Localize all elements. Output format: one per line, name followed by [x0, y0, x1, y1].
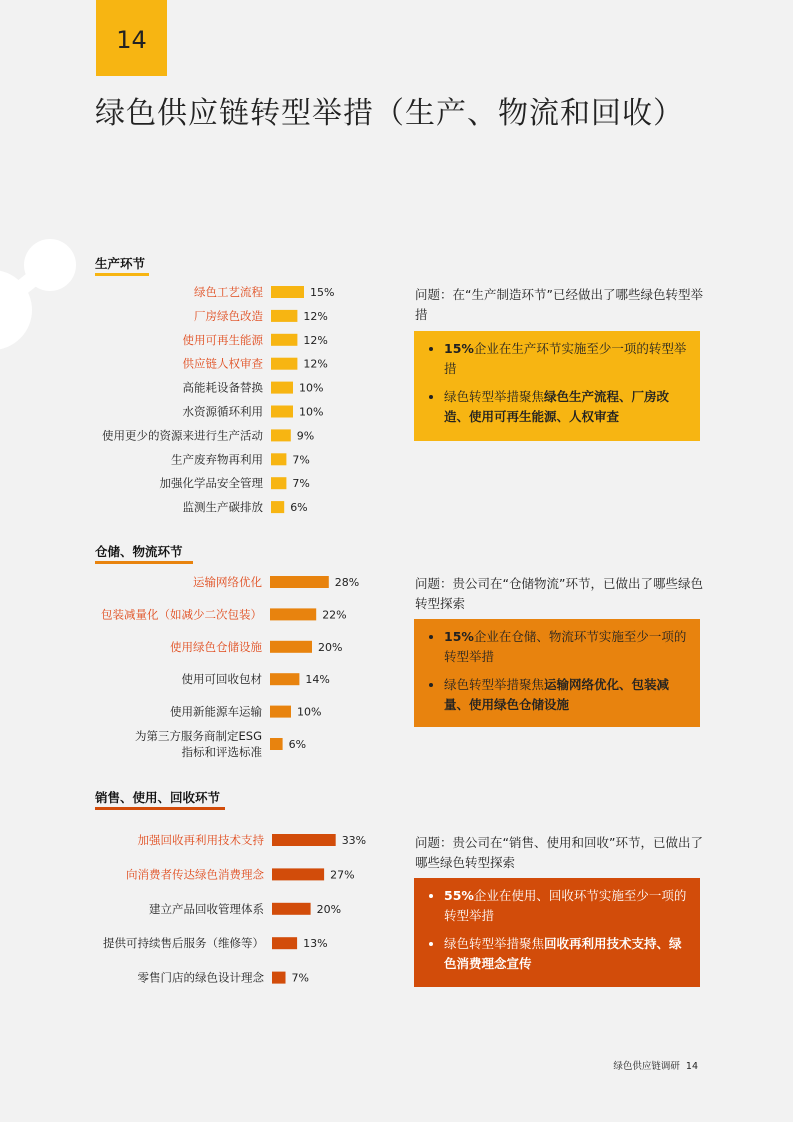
page-number: 14 [116, 26, 147, 54]
bar [272, 972, 286, 984]
bar [270, 738, 283, 750]
insight-item: • 15%企业在仓储、物流环节实施至少一项的转型举措 [444, 627, 690, 667]
value-label: 9% [296, 429, 315, 443]
category-label: 向消费者传达绿色消费理念 [126, 867, 264, 882]
value-label: 7% [292, 453, 310, 467]
category-label: 加强回收再利用技术支持 [137, 833, 264, 847]
value-label: 15% [310, 286, 335, 299]
value-label: 28% [334, 576, 360, 589]
category-label: 生产废弃物再利用 [171, 452, 263, 467]
insight-box-sales [414, 878, 700, 987]
bar [271, 382, 293, 394]
chart-group-1 [101, 575, 359, 759]
category-label: 指标和评选标准 [181, 745, 262, 759]
value-label: 27% [330, 868, 355, 882]
bar [270, 641, 312, 653]
insight-item: • 绿色转型举措聚焦绿色生产流程、厂房改造、使用可再生能源、人权审查 [444, 387, 690, 427]
bar [271, 477, 286, 489]
category-label: 使用更少的资源来进行生产活动 [102, 428, 263, 443]
category-label: 水资源循环利用 [182, 404, 263, 419]
decorative-molecule-graphic [0, 225, 110, 355]
section-underline [95, 273, 149, 276]
bar [271, 334, 297, 346]
category-label: 绿色工艺流程 [194, 285, 263, 299]
value-label: 22% [322, 608, 347, 622]
category-label: 建立产品回收管理体系 [149, 901, 264, 916]
category-label: 使用可回收包材 [181, 672, 262, 687]
bar [272, 937, 297, 949]
category-label: 运输网络优化 [193, 575, 262, 589]
category-label: 使用新能源车运输 [170, 704, 262, 719]
insight-item: • 55%企业在使用、回收环节实施至少一项的转型举措 [444, 886, 690, 926]
section-heading-text: 仓储、物流环节 [95, 544, 183, 559]
bar [271, 310, 297, 322]
category-label: 监测生产碳排放 [182, 500, 263, 515]
value-label: 20% [316, 902, 342, 916]
category-label: 使用可再生能源 [182, 332, 263, 347]
value-label: 10% [299, 381, 324, 395]
question-sales: 问题：贵公司在“销售、使用和回收”环节，已做出了哪些绿色转型探索 [415, 835, 703, 870]
bar [271, 429, 291, 441]
chart-group-0 [102, 285, 334, 514]
section-heading-production [95, 254, 145, 276]
footer [613, 1058, 698, 1072]
page-number-badge [96, 0, 167, 76]
insight-item: • 绿色转型举措聚焦回收再利用技术支持、绿色消费理念宣传 [444, 934, 690, 974]
bar [271, 453, 286, 465]
value-label: 20% [318, 640, 343, 654]
insight-box-logistics [414, 619, 700, 727]
bar [270, 608, 316, 620]
bar [271, 501, 284, 513]
category-label: 使用绿色仓储设施 [170, 639, 262, 654]
category-label: 提供可持续售后服务（维修等） [103, 936, 264, 951]
category-label: 高能耗设备替换 [182, 380, 263, 395]
bar [272, 903, 311, 915]
category-label: 厂房绿色改造 [194, 308, 263, 323]
section-heading-logistics [95, 542, 183, 564]
bar [271, 358, 297, 370]
category-label: 包装减量化（如减少二次包装） [101, 607, 262, 622]
section-heading-text: 生产环节 [95, 256, 146, 271]
value-label: 33% [341, 834, 367, 847]
category-label: 加强化学品安全管理 [159, 476, 263, 491]
value-label: 12% [303, 357, 328, 371]
chart-group-2 [103, 833, 366, 985]
value-label: 6% [290, 501, 308, 515]
value-label: 10% [299, 405, 324, 419]
bar [271, 406, 293, 418]
value-label: 12% [303, 333, 328, 347]
category-label: 供应链人权审查 [182, 356, 263, 371]
bar [272, 834, 336, 846]
bar [270, 673, 299, 685]
footer-text: 绿色供应链调研 [613, 1061, 680, 1072]
section-underline [95, 807, 225, 810]
footer-page-number: 14 [685, 1061, 698, 1072]
value-label: 14% [305, 673, 330, 687]
bar [270, 576, 329, 588]
insight-box-production [414, 331, 700, 441]
page-title: 绿色供应链转型举措（生产、物流和回收） [95, 96, 684, 131]
category-label: 零售门店的绿色设计理念 [137, 970, 264, 985]
question-production: 问题：在“生产制造环节”已经做出了哪些绿色转型举措 [415, 287, 703, 322]
bar [270, 706, 291, 718]
value-label: 6% [288, 738, 307, 751]
value-label: 10% [297, 705, 322, 719]
category-label: 为第三方服务商制定ESG [135, 729, 262, 743]
insight-item: • 15%企业在生产环节实施至少一项的转型举措 [444, 339, 690, 379]
value-label: 12% [303, 309, 328, 323]
section-heading-text: 销售、使用、回收环节 [95, 790, 221, 805]
bar [271, 286, 304, 298]
question-logistics: 问题：贵公司在“仓储物流”环节，已做出了哪些绿色转型探索 [415, 576, 703, 611]
section-underline [95, 561, 193, 564]
bar [272, 868, 324, 880]
value-label: 13% [303, 937, 328, 951]
section-heading-sales [95, 788, 220, 810]
value-label: 7% [292, 477, 310, 491]
value-label: 7% [291, 971, 309, 985]
insight-item: • 绿色转型举措聚焦运输网络优化、包装减量、使用绿色仓储设施 [444, 675, 690, 715]
